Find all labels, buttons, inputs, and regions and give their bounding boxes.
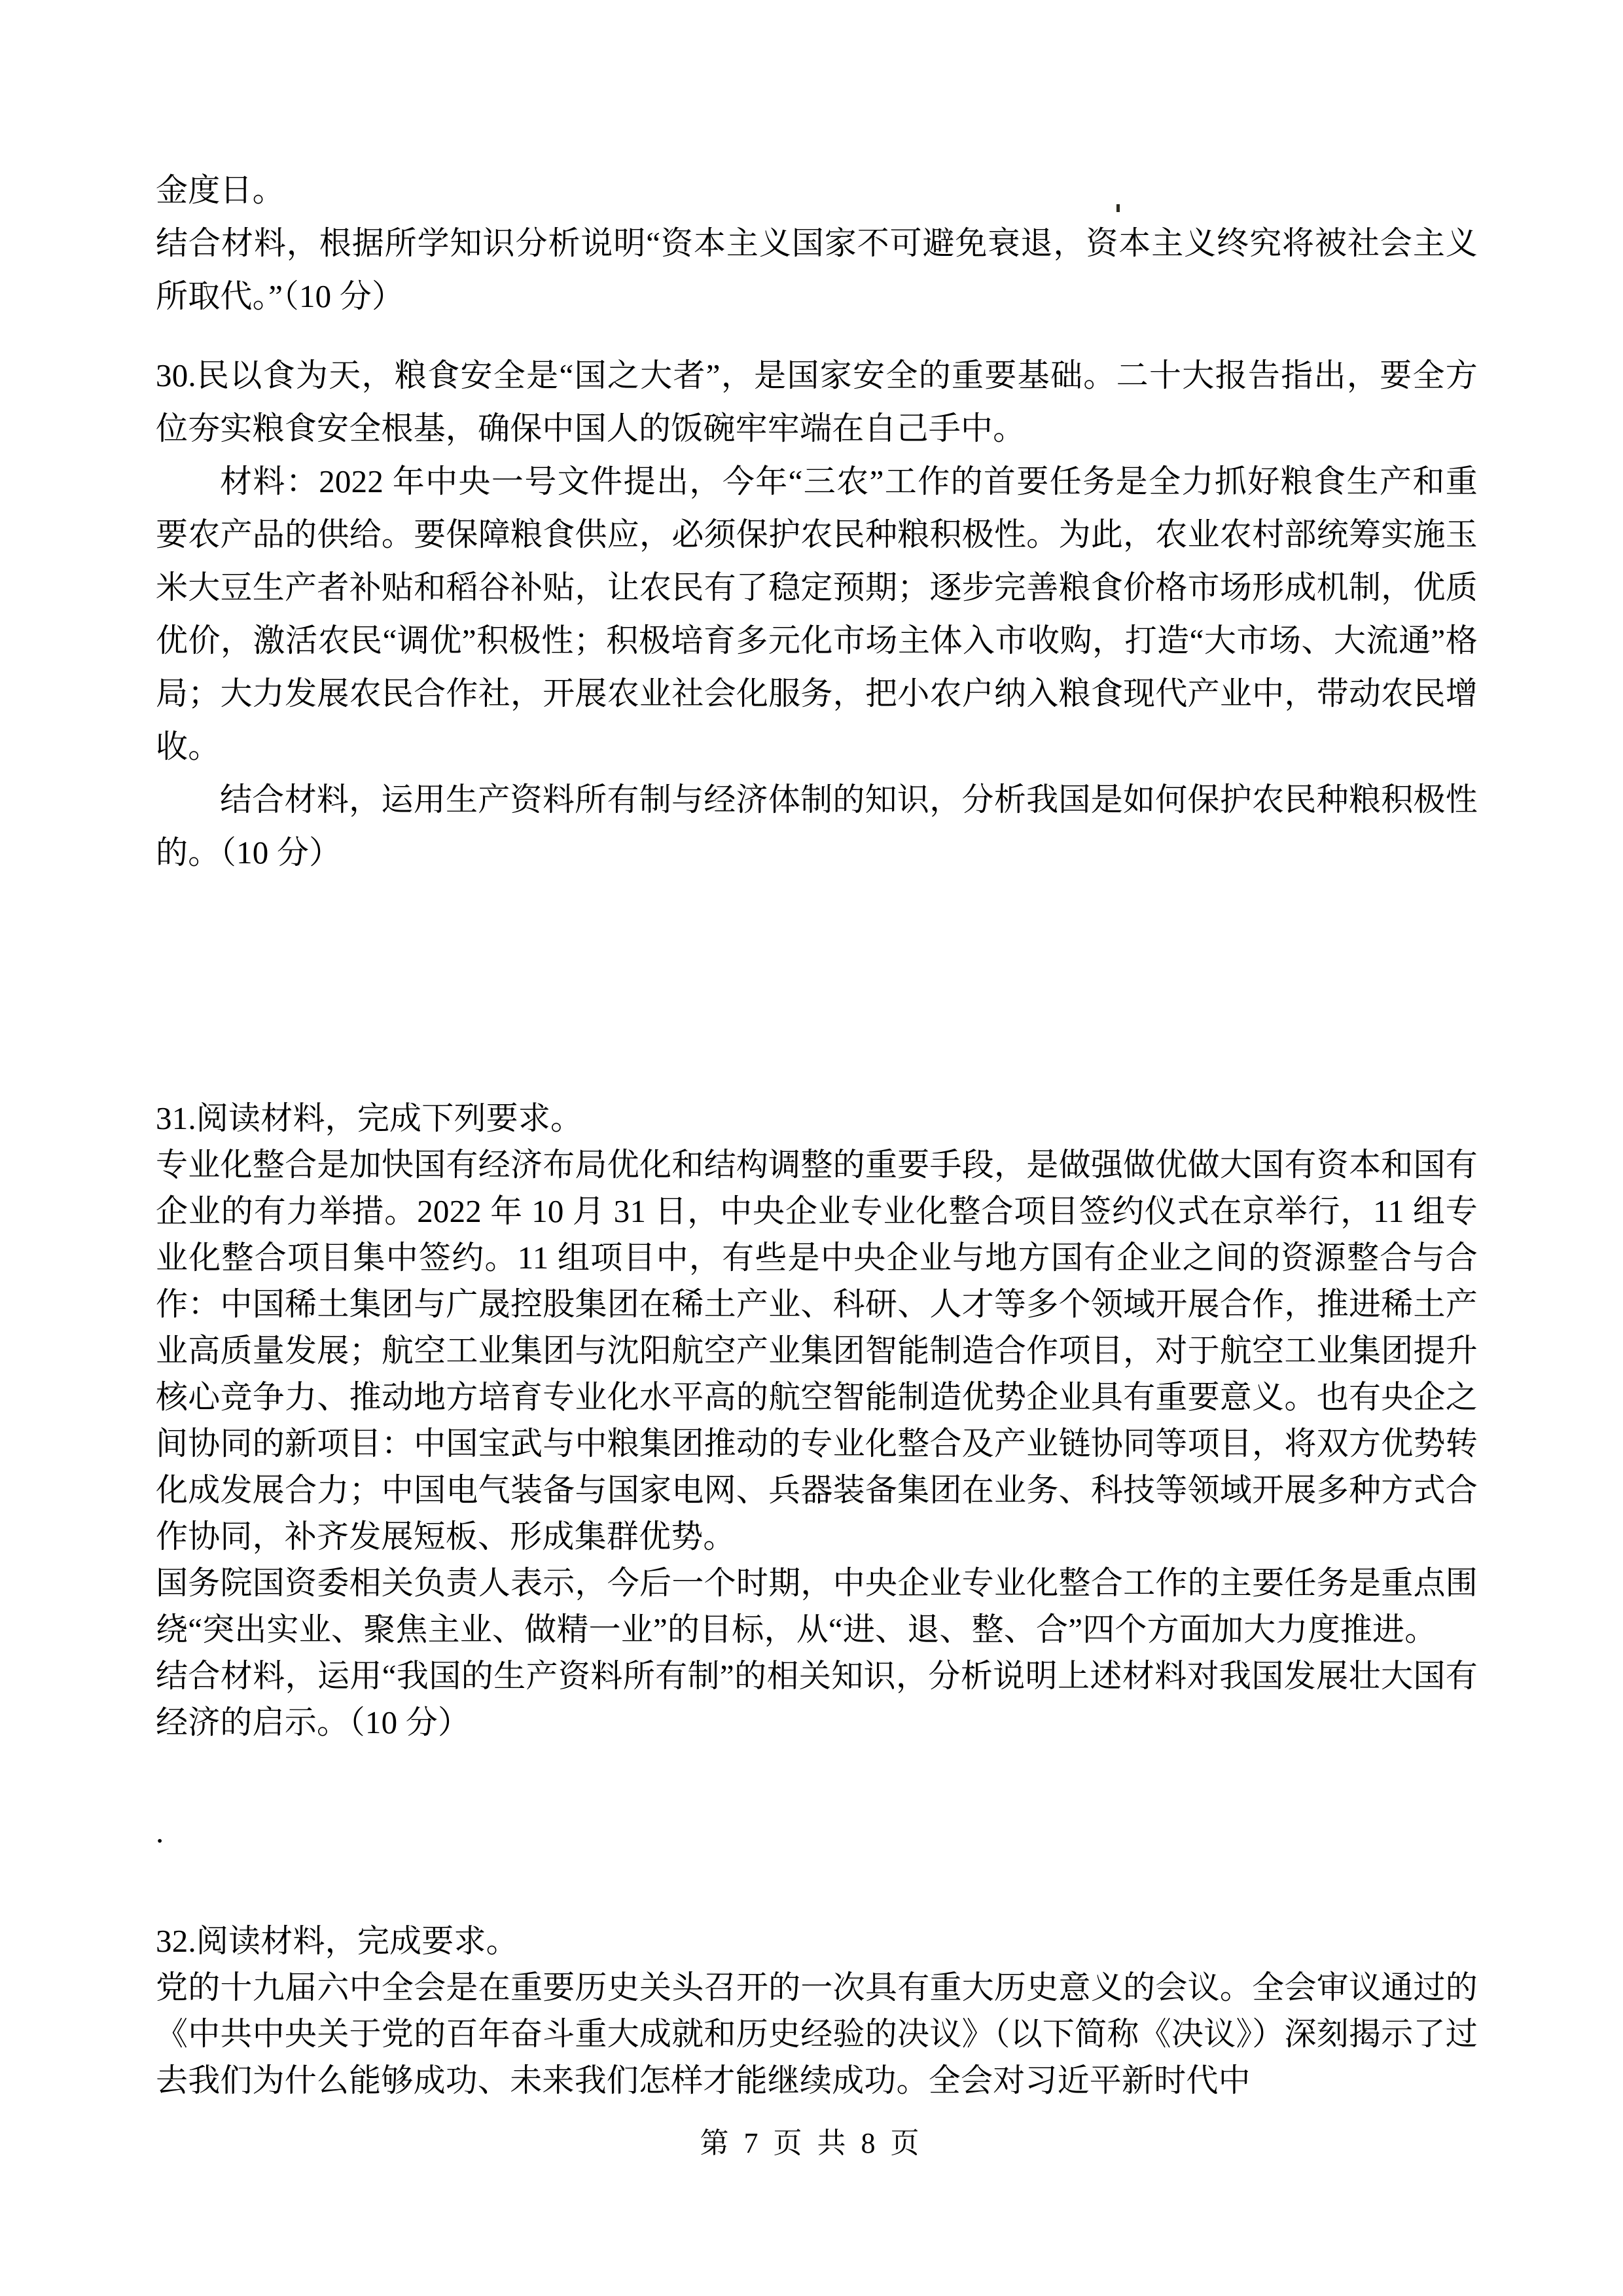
answer-space-q31 <box>156 1746 1478 1808</box>
q32-material: 党的十九届六中全会是在重要历史关头召开的一次具有重大历史意义的会议。全会审议通过的《中共中央关于党的百年奋斗重大成就和历史经验的决议》（以下简称《决议》）深刻揭示了过去我们为什么能够成功、未来我们怎样才能继续成功。全会对习近平新时代中 <box>156 1969 1478 2098</box>
q32-stem: 32.阅读材料，完成要求。 <box>156 1923 518 1959</box>
page-content <box>156 164 1478 2104</box>
answer-space-q30 <box>156 879 1478 1095</box>
page-footer: 第 7 页 共 8 页 <box>700 2127 923 2159</box>
stray-period: . <box>156 1814 164 1850</box>
q29-tail-line1: 金度日。 <box>156 172 285 208</box>
q31-question: 结合材料，运用“我国的生产资料所有制”的相关知识，分析说明上述材料对我国发展壮大国有经济的启示。（10 分） <box>156 1658 1478 1740</box>
q30-question: 结合材料，运用生产资料所有制与经济体制的知识，分析我国是如何保护农民种粮积极性的。（10 分） <box>156 781 1478 870</box>
q30-stem: 30.民以食为天，粮食安全是“国之大者”，是国家安全的重要基础。二十大报告指出，要全方位夯实粮食安全根基，确保中国人的饭碗牢牢端在自己手中。 <box>156 357 1478 446</box>
spacer-before-q32 <box>156 1855 1478 1918</box>
q31-material-p2: 国务院国资委相关负责人表示，今后一个时期，中央企业专业化整合工作的主要任务是重点围绕“突出实业、聚焦主业、做精一业”的目标，从“进、退、整、合”四个方面加大力度推进。 <box>156 1565 1478 1647</box>
q31-material-p1: 专业化整合是加快国有经济布局优化和结构调整的重要手段，是做强做优做大国有资本和国有企业的有力举措。2022 年 10 月 31 日，中央企业专业化整合项目签约仪式在京举行，11 组专业化整合项目集中签约。11 组项目中，有些是中央企业与地方国有企业之间的资源整合与合作：中国稀土集团与广晟控股集团在稀土产业、科研、人才等多个领域开展合作，推进稀土产业高质量发展；航空工业集团与沈阳航空产业集团智能制造合作项目，对于航空工业集团提升核心竞争力、推动地方培育专业化水平高的航空智能制造优势企业具有重要意义。也有央企之间协同的新项目：中国宝武与中粮集团推动的专业化整合及产业链协同等项目，将双方优势转化成发展合力；中国电气装备与国家电网、兵器装备集团在业务、科技等领域开展多种方式合作协同，补齐发展短板、形成集群优势。 <box>156 1147 1478 1554</box>
q31-stem: 31.阅读材料，完成下列要求。 <box>156 1100 583 1136</box>
q30-material: 材料：2022 年中央一号文件提出，今年“三农”工作的首要任务是全力抓好粮食生产和重要农产品的供给。要保障粮食供应，必须保护农民种粮积极性。为此，农业农村部统筹实施玉米大豆生产者补贴和稻谷补贴，让农民有了稳定预期；逐步完善粮食价格市场形成机制，优质优价，激活农民“调优”积极性；积极培育多元化市场主体入市收购，打造“大市场、大流通”格局；大力发展农民合作社，开展农业社会化服务，把小农户纳入粮食现代产业中，带动农民增收。 <box>156 463 1478 764</box>
q29-tail-question: 结合材料，根据所学知识分析说明“资本主义国家不可避免衰退，资本主义终究将被社会主义所取代。”（10 分） <box>156 225 1478 314</box>
spacer-after-q29 <box>156 323 1478 349</box>
